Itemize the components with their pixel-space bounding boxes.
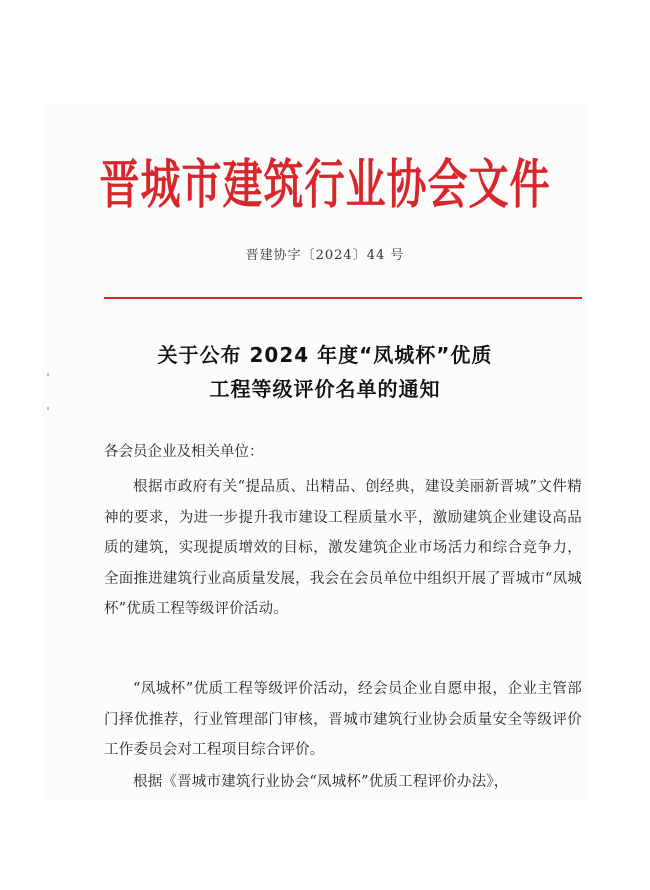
scan-speck [47,407,49,410]
notice-title-line-2: 工程等级评价名单的通知 [209,377,441,401]
notice-title-line-1: 关于公布 2024 年度“凤城杯”优质 [157,343,493,367]
salutation: 各会员企业及相关单位： [104,444,264,460]
red-divider-line [104,297,582,299]
document-header-title: 晋城市建筑行业协会文件 [99,153,551,216]
body-paragraph-2: “凤城杯”优质工程等级评价活动，经会员企业自愿申报，企业主管部门择优推荐，行业管理部门审核，晋城市建筑行业协会质量安全等级评价工作委员会对工程项目综合评价。 [104,681,582,758]
body-paragraph-3: 根据《晋城市建筑行业协会“凤城杯”优质工程评价办法》， [133,774,509,790]
body-paragraph-1: 根据市政府有关“提品质、出精品、创经典，建设美丽新晋城”文件精神的要求，为进一步提升我市建设工程质量水平，激励建筑企业建设高品质的建筑，实现提质增效的目标，激发建筑企业市场活力和综合竞争力，全面推进建筑行业高质量发展，我会在会员单位中组织开展了晋城市“凤城杯”优质工程等级评价活动。 [104,479,583,617]
document-number: 晋建协字〔2024〕44 号 [245,248,405,263]
